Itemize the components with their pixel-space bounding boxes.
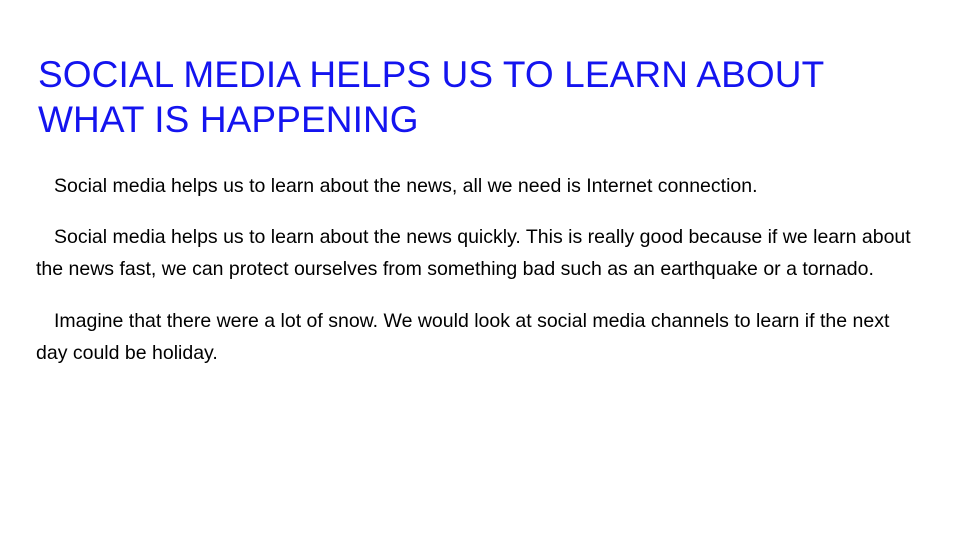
body-paragraph: Imagine that there were a lot of snow. We would look at social media channels to learn if the next day could be holiday.	[36, 309, 890, 364]
slide-body	[36, 170, 922, 369]
page-title: SOCIAL MEDIA HELPS US TO LEARN ABOUT WHAT IS HAPPENING	[38, 54, 824, 141]
body-paragraph: Social media helps us to learn about the news quickly. This is really good because if we learn about the news fast, we can protect ourselves from something bad such as an earthquake or a tornado.	[36, 226, 911, 281]
body-paragraph: Social media helps us to learn about the news, all we need is Internet connection.	[54, 175, 758, 197]
